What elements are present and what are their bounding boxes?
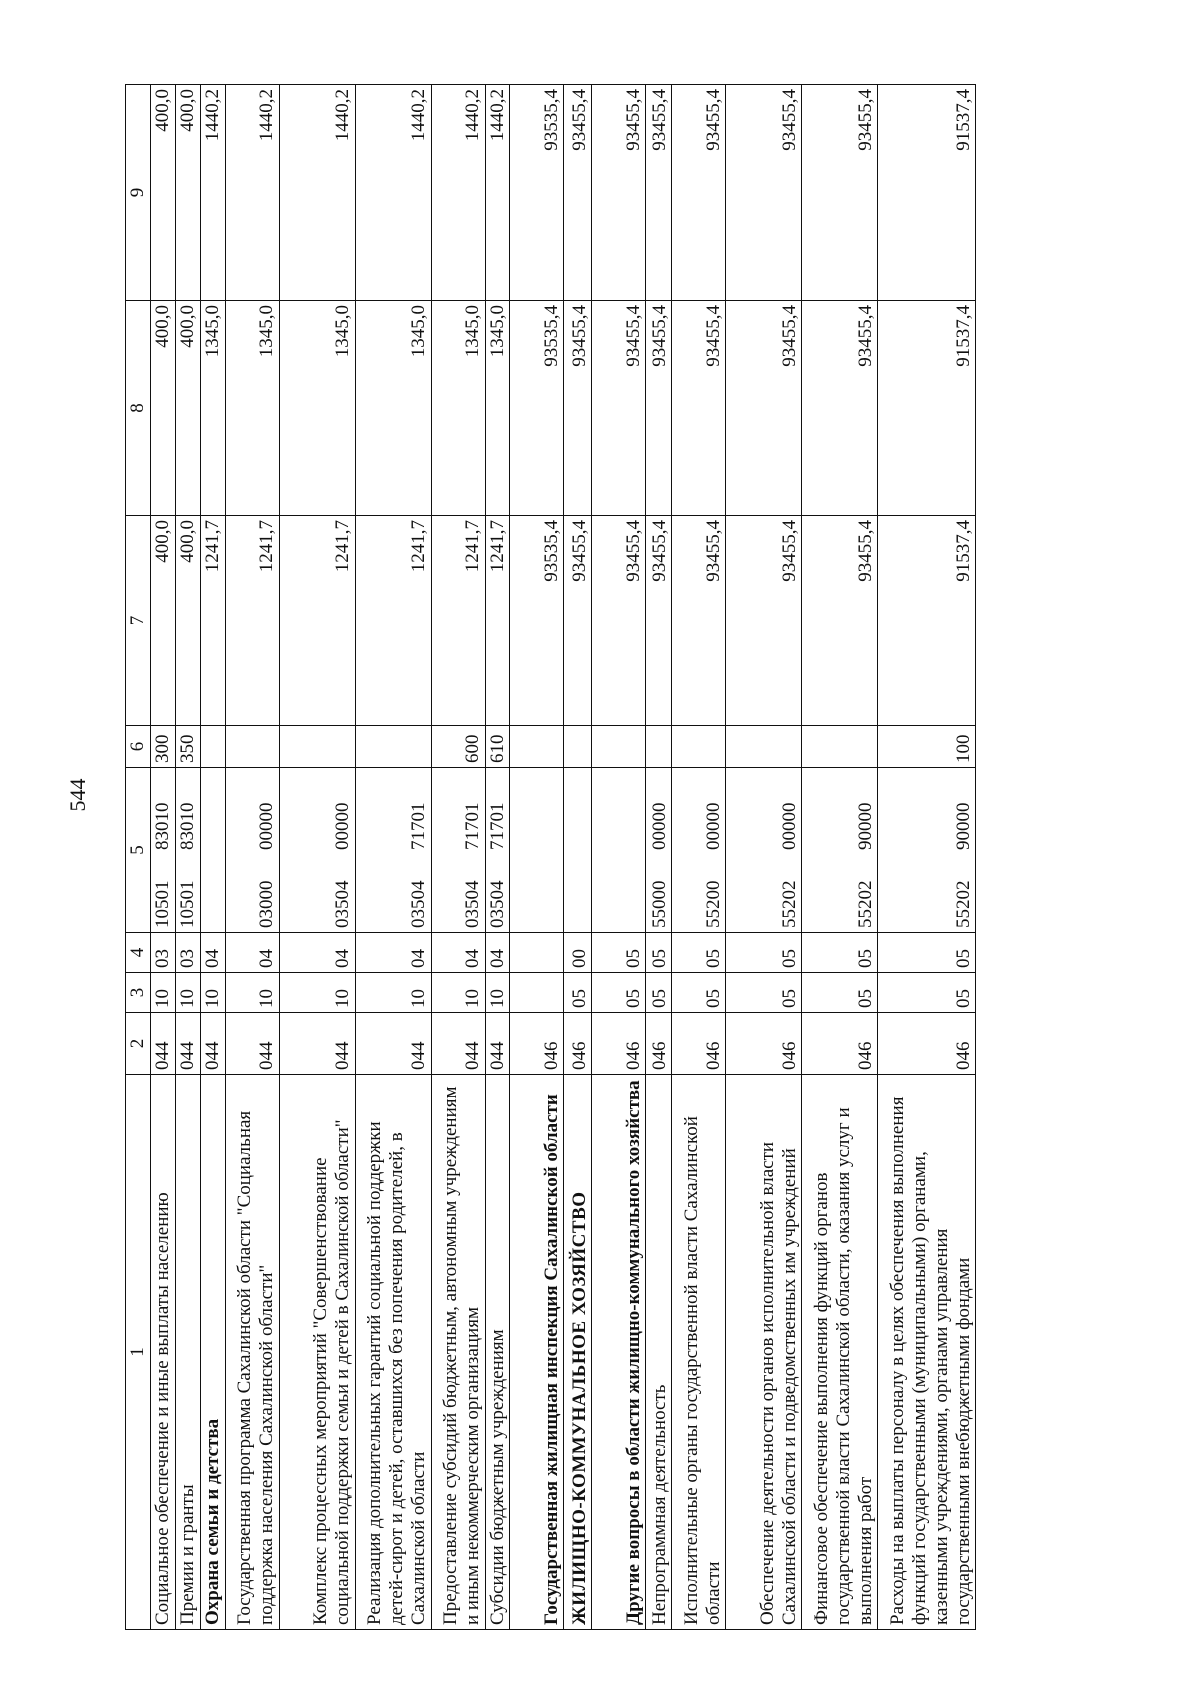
expense-type-cell: 600: [431, 726, 485, 768]
amount-cell: 1345,0: [355, 301, 431, 516]
row-name-cell: Финансовое обеспечение выполнения функций органов государственной власти Сахалинской области, оказания услуг и выполнения работ: [802, 1075, 878, 1630]
amount-cell: 400,0: [175, 516, 200, 726]
expense-type-cell: [225, 726, 279, 768]
admin-code-cell: 044: [225, 1013, 279, 1075]
subsection-cell: 05: [802, 933, 878, 973]
header-row: [126, 85, 151, 1630]
subsection-cell: 04: [485, 933, 510, 973]
target-article-program: 55202: [778, 880, 800, 928]
admin-code-cell: 044: [200, 1013, 225, 1075]
target-article-direction: 83010: [152, 802, 173, 850]
subsection-cell: 05: [646, 933, 672, 973]
amount-cell: 93455,4: [564, 301, 592, 516]
target-article-cell: [355, 768, 431, 933]
subsection-cell: 05: [672, 933, 726, 973]
row-name-cell: Обеспечение деятельности органов исполнительной власти Сахалинской области и подведомственных им учреждений: [726, 1075, 802, 1630]
section-cell: 10: [355, 973, 431, 1013]
section-cell: 10: [175, 973, 200, 1013]
amount-cell: 1345,0: [200, 301, 225, 516]
admin-code-cell: 046: [646, 1013, 672, 1075]
row-name-cell: Государственная жилищная инспекция Сахалинской области: [510, 1075, 564, 1630]
amount-cell: 1440,2: [200, 85, 225, 301]
row-name-cell: Реализация дополнительных гарантий социальной поддержки детей-сирот и детей, оставшихся без попечения родителей, в Сахалинской области: [355, 1075, 431, 1630]
target-article-program: 55202: [854, 880, 876, 928]
table-row: [225, 85, 279, 1630]
section-cell: 05: [726, 973, 802, 1013]
amount-cell: 1241,7: [485, 516, 510, 726]
amount-cell: 93455,4: [592, 301, 646, 516]
target-article-cell: [564, 768, 592, 933]
budget-table: [125, 84, 976, 1630]
target-article-program: 03504: [461, 880, 483, 928]
target-article-cell: [225, 768, 279, 933]
target-article-direction: 90000: [952, 802, 974, 850]
target-article-cell: [151, 768, 176, 933]
subsection-cell: 05: [878, 933, 976, 973]
row-name-cell: Исполнительные органы государственной власти Сахалинской области: [672, 1075, 726, 1630]
admin-code-cell: 044: [355, 1013, 431, 1075]
row-name-cell: Социальное обеспечение и иные выплаты населению: [151, 1075, 176, 1630]
table-row: [431, 85, 485, 1630]
table-row: [200, 85, 225, 1630]
amount-cell: 93455,4: [564, 516, 592, 726]
amount-cell: 93535,4: [510, 301, 564, 516]
target-article-program: 03504: [331, 880, 353, 928]
row-name-cell: Субсидии бюджетным учреждениям: [485, 1075, 510, 1630]
table-row: [672, 85, 726, 1630]
target-article-program: 03504: [486, 880, 508, 928]
amount-cell: 91537,4: [878, 85, 976, 301]
subsection-cell: 04: [279, 933, 355, 973]
amount-cell: 93455,4: [592, 85, 646, 301]
amount-cell: 91537,4: [878, 301, 976, 516]
subsection-cell: 05: [726, 933, 802, 973]
amount-cell: 1440,2: [355, 85, 431, 301]
table-row: [485, 85, 510, 1630]
amount-cell: 1440,2: [431, 85, 485, 301]
section-cell: 05: [672, 973, 726, 1013]
table-row: [151, 85, 176, 1630]
subsection-cell: 04: [431, 933, 485, 973]
target-article-direction: 00000: [778, 802, 800, 850]
expense-type-cell: [672, 726, 726, 768]
page-number: 544: [65, 778, 90, 812]
row-name-cell: Премии и гранты: [175, 1075, 200, 1630]
column-header: 8: [126, 301, 151, 516]
document-page: [65, 55, 1115, 1655]
admin-code-cell: 046: [802, 1013, 878, 1075]
subsection-cell: 04: [225, 933, 279, 973]
target-article-program: 10501: [176, 880, 198, 928]
row-name-cell: Предоставление субсидий бюджетным, автономным учреждениям и иным некоммерческим организациям: [431, 1075, 485, 1630]
target-article-direction: 71701: [407, 802, 429, 850]
amount-cell: 93535,4: [510, 85, 564, 301]
admin-code-cell: 046: [592, 1013, 646, 1075]
section-cell: 05: [564, 973, 592, 1013]
expense-type-cell: 100: [878, 726, 976, 768]
amount-cell: 1440,2: [225, 85, 279, 301]
section-cell: 10: [225, 973, 279, 1013]
section-cell: 10: [431, 973, 485, 1013]
column-header: 9: [126, 85, 151, 301]
amount-cell: 93535,4: [510, 516, 564, 726]
table-row: [646, 85, 672, 1630]
expense-type-cell: [802, 726, 878, 768]
table-body: [151, 85, 976, 1630]
amount-cell: 93455,4: [802, 85, 878, 301]
amount-cell: 93455,4: [672, 516, 726, 726]
target-article-direction: 71701: [461, 802, 483, 850]
admin-code-cell: 044: [279, 1013, 355, 1075]
amount-cell: 1345,0: [431, 301, 485, 516]
amount-cell: 93455,4: [592, 516, 646, 726]
target-article-direction: 00000: [331, 802, 353, 850]
table-row: [175, 85, 200, 1630]
target-article-direction: 00000: [648, 802, 670, 850]
amount-cell: 93455,4: [646, 301, 672, 516]
target-article-cell: [592, 768, 646, 933]
target-article-program: 55202: [952, 880, 974, 928]
expense-type-cell: [510, 726, 564, 768]
amount-cell: 1241,7: [200, 516, 225, 726]
section-cell: [510, 973, 564, 1013]
amount-cell: 1440,2: [279, 85, 355, 301]
amount-cell: 400,0: [151, 301, 176, 516]
table-row: [726, 85, 802, 1630]
expense-type-cell: [592, 726, 646, 768]
subsection-cell: 03: [175, 933, 200, 973]
expense-type-cell: 300: [151, 726, 176, 768]
expense-type-cell: 610: [485, 726, 510, 768]
admin-code-cell: 044: [175, 1013, 200, 1075]
amount-cell: 93455,4: [564, 85, 592, 301]
amount-cell: 91537,4: [878, 516, 976, 726]
amount-cell: 400,0: [151, 85, 176, 301]
expense-type-cell: [355, 726, 431, 768]
row-name-cell: Другие вопросы в области жилищно-коммунального хозяйства: [592, 1075, 646, 1630]
amount-cell: 1345,0: [485, 301, 510, 516]
target-article-cell: [646, 768, 672, 933]
target-article-direction: 90000: [854, 802, 876, 850]
admin-code-cell: 046: [878, 1013, 976, 1075]
amount-cell: 93455,4: [726, 301, 802, 516]
amount-cell: 1345,0: [279, 301, 355, 516]
target-article-direction: 00000: [702, 802, 724, 850]
amount-cell: 93455,4: [802, 301, 878, 516]
amount-cell: 400,0: [175, 85, 200, 301]
admin-code-cell: 044: [431, 1013, 485, 1075]
column-header: 7: [126, 516, 151, 726]
target-article-cell: [672, 768, 726, 933]
table-row: [802, 85, 878, 1630]
amount-cell: 93455,4: [646, 516, 672, 726]
column-header: 1: [126, 1075, 151, 1630]
subsection-cell: 03: [151, 933, 176, 973]
section-cell: 05: [646, 973, 672, 1013]
expense-type-cell: 350: [175, 726, 200, 768]
amount-cell: 93455,4: [726, 516, 802, 726]
target-article-program: 55000: [648, 880, 670, 928]
section-cell: 10: [485, 973, 510, 1013]
table-row: [510, 85, 564, 1630]
row-name-cell: Расходы на выплаты персоналу в целях обеспечения выполнения функций государственными (муниципальными) органами, казенными учреждениями, органами управления государственными внебюджетными фондами: [878, 1075, 976, 1630]
row-name-cell: ЖИЛИЩНО-КОММУНАЛЬНОЕ ХОЗЯЙСТВО: [564, 1075, 592, 1630]
target-article-cell: [878, 768, 976, 933]
target-article-cell: [726, 768, 802, 933]
column-header: 2: [126, 1013, 151, 1075]
target-article-cell: [175, 768, 200, 933]
expense-type-cell: [646, 726, 672, 768]
target-article-cell: [200, 768, 225, 933]
target-article-direction: 83010: [176, 802, 198, 850]
section-cell: 10: [151, 973, 176, 1013]
expense-type-cell: [726, 726, 802, 768]
section-cell: 05: [878, 973, 976, 1013]
admin-code-cell: 046: [726, 1013, 802, 1075]
amount-cell: 1241,7: [431, 516, 485, 726]
table-row: [564, 85, 592, 1630]
section-cell: 10: [200, 973, 225, 1013]
row-name-cell: Комплекс процессных мероприятий "Совершенствование социальной поддержки семьи и детей в Сахалинской области": [279, 1075, 355, 1630]
target-article-cell: [510, 768, 564, 933]
amount-cell: 400,0: [175, 301, 200, 516]
amount-cell: 1440,2: [485, 85, 510, 301]
table-row: [279, 85, 355, 1630]
amount-cell: 93455,4: [646, 85, 672, 301]
admin-code-cell: 046: [510, 1013, 564, 1075]
amount-cell: 93455,4: [672, 85, 726, 301]
column-header: 5: [126, 768, 151, 933]
target-article-direction: 71701: [486, 802, 508, 850]
expense-type-cell: [279, 726, 355, 768]
table-row: [355, 85, 431, 1630]
amount-cell: 93455,4: [672, 301, 726, 516]
column-header: 6: [126, 726, 151, 768]
target-article-program: 03504: [407, 880, 429, 928]
target-article-program: 10501: [152, 880, 173, 928]
amount-cell: 1241,7: [355, 516, 431, 726]
subsection-cell: 05: [592, 933, 646, 973]
admin-code-cell: 046: [672, 1013, 726, 1075]
target-article-cell: [279, 768, 355, 933]
row-name-cell: Охрана семьи и детства: [200, 1075, 225, 1630]
column-header: 4: [126, 933, 151, 973]
section-cell: 05: [802, 973, 878, 1013]
amount-cell: 1345,0: [225, 301, 279, 516]
row-name-cell: Государственная программа Сахалинской области "Социальная поддержка населения Сахалинской области": [225, 1075, 279, 1630]
target-article-program: 03000: [255, 880, 277, 928]
target-article-direction: 00000: [255, 802, 277, 850]
subsection-cell: 00: [564, 933, 592, 973]
amount-cell: 1241,7: [279, 516, 355, 726]
amount-cell: 1241,7: [225, 516, 279, 726]
expense-type-cell: [200, 726, 225, 768]
table-header: [126, 85, 151, 1630]
table-row: [592, 85, 646, 1630]
admin-code-cell: 044: [151, 1013, 176, 1075]
column-header: 3: [126, 973, 151, 1013]
target-article-cell: [431, 768, 485, 933]
subsection-cell: [510, 933, 564, 973]
amount-cell: 93455,4: [802, 516, 878, 726]
section-cell: 10: [279, 973, 355, 1013]
target-article-cell: [485, 768, 510, 933]
admin-code-cell: 046: [564, 1013, 592, 1075]
section-cell: 05: [592, 973, 646, 1013]
amount-cell: 93455,4: [726, 85, 802, 301]
subsection-cell: 04: [355, 933, 431, 973]
target-article-program: 55200: [702, 880, 724, 928]
row-name-cell: Непрограммная деятельность: [646, 1075, 672, 1630]
target-article-cell: [802, 768, 878, 933]
admin-code-cell: 044: [485, 1013, 510, 1075]
amount-cell: 400,0: [151, 516, 176, 726]
subsection-cell: 04: [200, 933, 225, 973]
table-row: [878, 85, 976, 1630]
expense-type-cell: [564, 726, 592, 768]
